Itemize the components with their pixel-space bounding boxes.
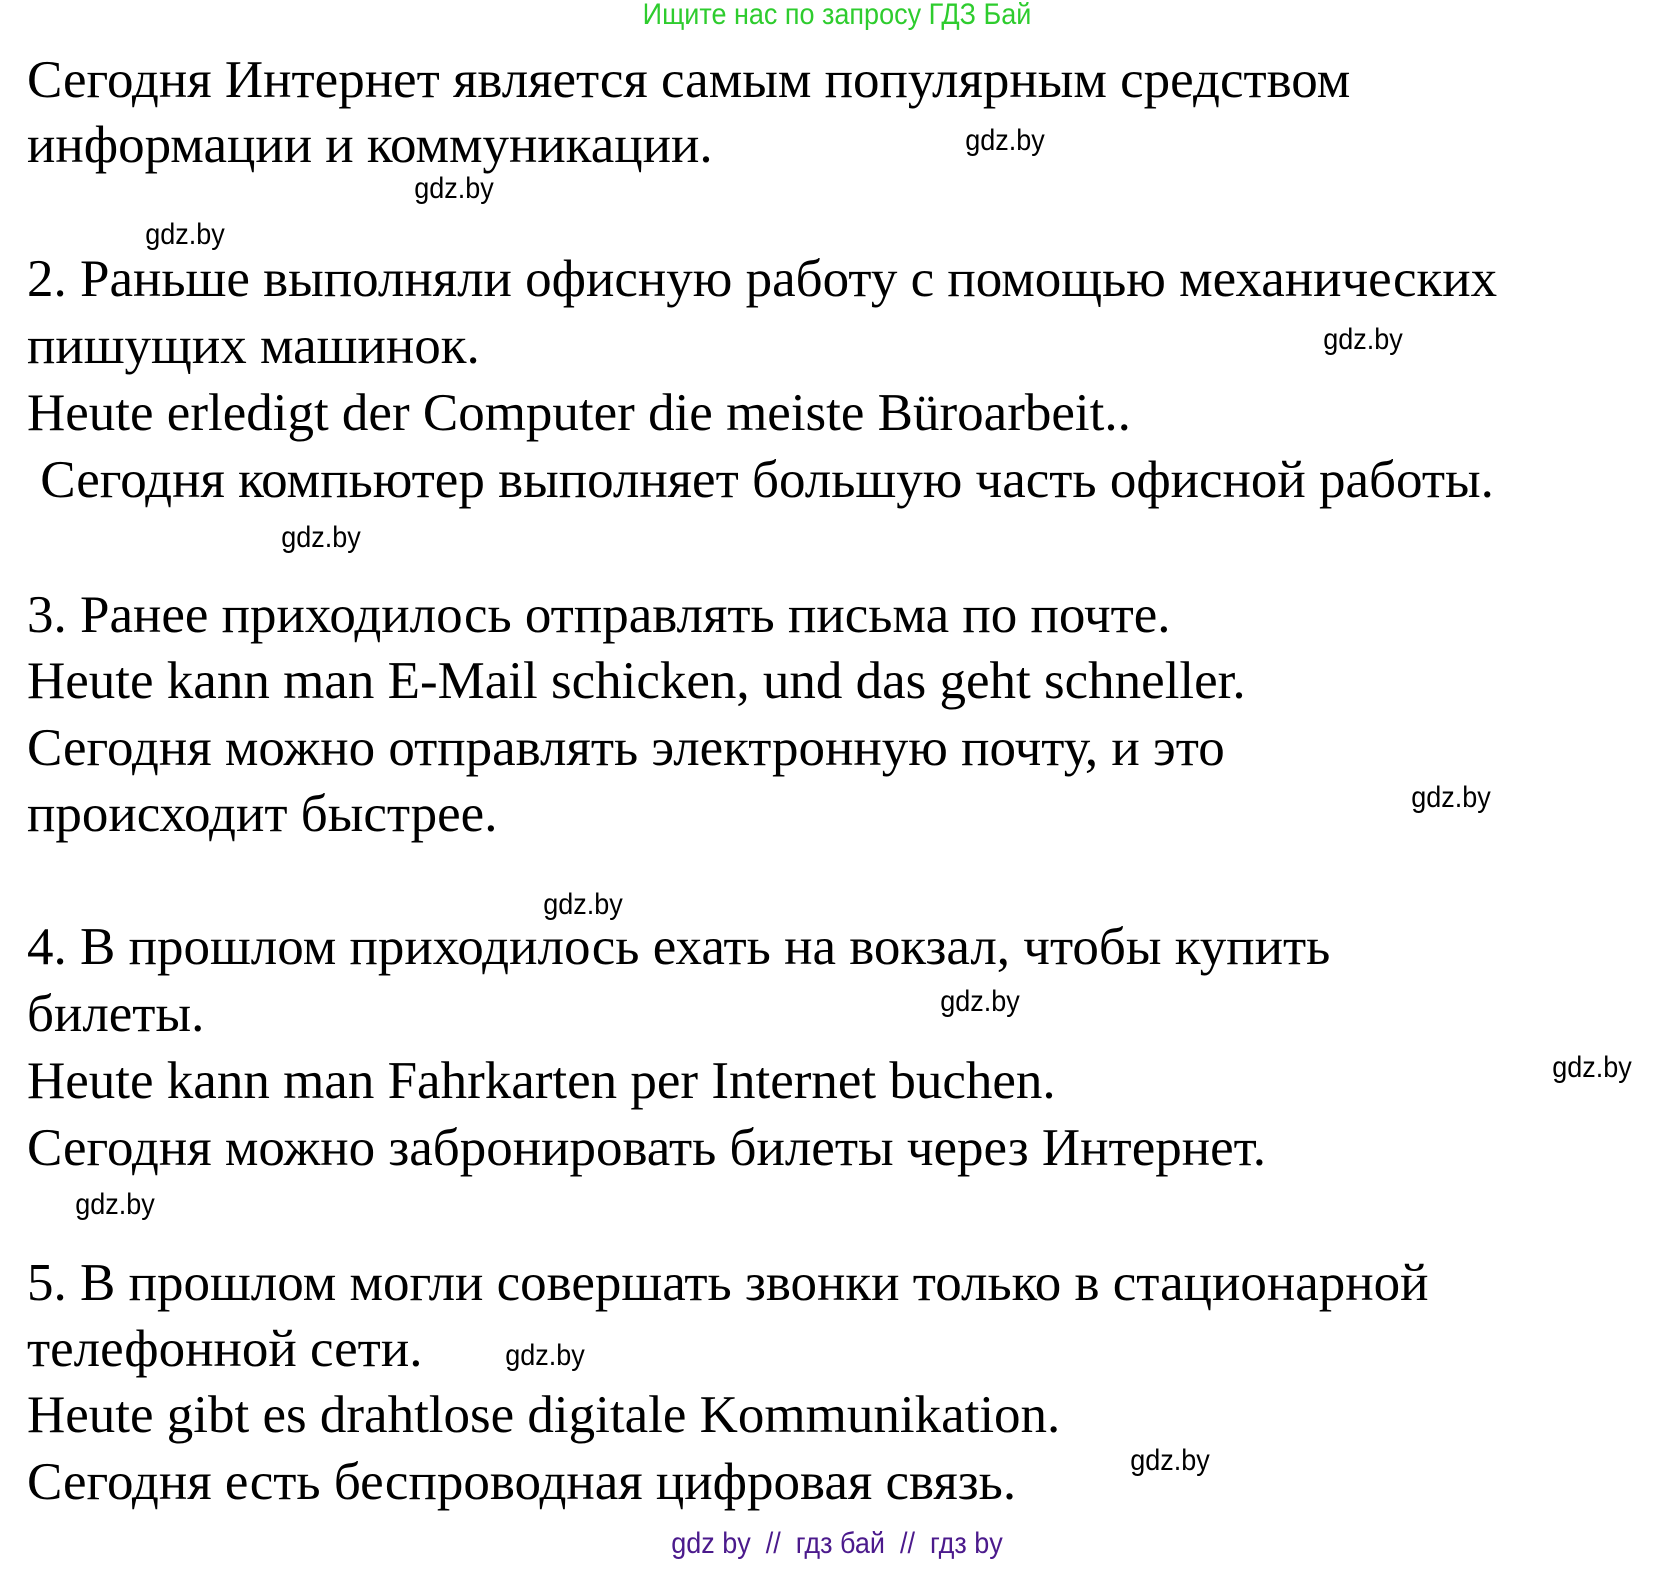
text-line: пишущих машинок. xyxy=(27,317,480,375)
text-line: 4. В прошлом приходилось ехать на вокзал, чтобы купить xyxy=(27,918,1331,976)
watermark: gdz.by xyxy=(940,985,1020,1018)
text-line: Сегодня можно забронировать билеты через Интернет. xyxy=(27,1119,1267,1177)
text-line: 2. Раньше выполняли офисную работу с помощью механических xyxy=(27,250,1498,308)
watermark: gdz.by xyxy=(965,124,1045,157)
text-line: Сегодня можно отправлять электронную почту, и это xyxy=(27,719,1225,777)
watermark: gdz.by xyxy=(1323,323,1403,356)
text-line: Heute erledigt der Computer die meiste Büroarbeit.. xyxy=(27,384,1131,442)
text-line: Сегодня Интернет является самым популярным средством xyxy=(27,51,1351,109)
watermark: gdz.by xyxy=(145,218,225,251)
text-line: Heute kann man Fahrkarten per Internet buchen. xyxy=(27,1052,1056,1110)
text-line: 3. Ранее приходилось отправлять письма по почте. xyxy=(27,586,1171,644)
text-line: Heute kann man E-Mail schicken, und das geht schneller. xyxy=(27,652,1246,710)
text-line: информации и коммуникации. xyxy=(27,116,713,174)
text-line: Heute gibt es drahtlose digitale Kommunikation. xyxy=(27,1386,1061,1444)
footer-note: gdz by // гдз бай // гдз by xyxy=(671,1527,1003,1560)
watermark: gdz.by xyxy=(281,521,361,554)
text-line: Сегодня есть беспроводная цифровая связь. xyxy=(27,1453,1017,1511)
text-line: билеты. xyxy=(27,985,205,1043)
text-line: Сегодня компьютер выполняет большую часть офисной работы. xyxy=(27,451,1494,509)
text-line: происходит быстрее. xyxy=(27,785,498,843)
watermark: gdz.by xyxy=(1411,781,1491,814)
watermark: gdz.by xyxy=(1552,1051,1632,1084)
watermark: gdz.by xyxy=(505,1339,585,1372)
text-line: 5. В прошлом могли совершать звонки только в стационарной xyxy=(27,1254,1429,1312)
text-line: телефонной сети. xyxy=(27,1320,423,1378)
watermark: gdz.by xyxy=(414,172,494,205)
watermark: gdz.by xyxy=(543,888,623,921)
watermark: gdz.by xyxy=(75,1188,155,1221)
watermark: gdz.by xyxy=(1130,1444,1210,1477)
header-note: Ищите нас по запросу ГДЗ Бай xyxy=(642,0,1032,31)
